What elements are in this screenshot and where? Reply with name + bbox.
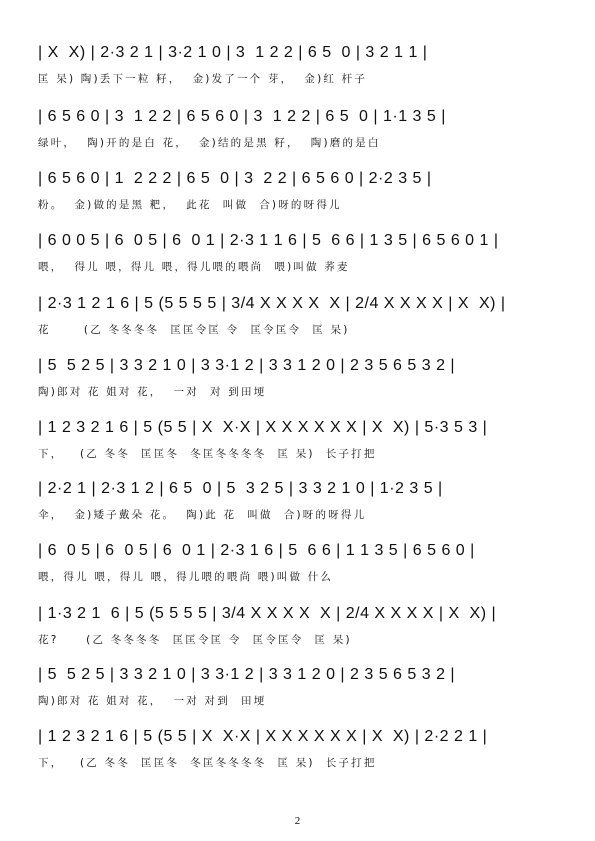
notation-line: | 2·2 1 | 2·3 1 2 | 6 5 0 | 5 3 2 5 | 3 3 2 1 0 | 1·2 3 5 | [38,480,443,497]
notation-line: | 6 5 6 0 | 3 1 2 2 | 6 5 6 0 | 3 1 2 2 | 6 5 0 | 1·1 3 5 | [38,108,446,125]
music-system [38,38,556,96]
music-system [38,102,556,160]
lyrics-line: 下， (乙 冬冬 匡匡冬 冬匡冬冬冬冬 匡 呆) 长子打把 [38,757,377,769]
lyrics-line: 粉。 金)做的是黑 粑， 此花 叫做 合)呀的呀得儿 [38,199,342,211]
music-system [38,722,556,780]
notation-line: | 5 5 2 5 | 3 3 2 1 0 | 3 3·1 2 | 3 3 1 2 0 | 2 3 5 6 5 3 2 | [38,666,456,683]
music-system [38,226,556,284]
notation-line: | 1 2 3 2 1 6 | 5 (5 5 | X X·X | X X X X X X | X X) | 2·2 2 1 | [38,728,488,745]
page-number: 2 [294,815,301,827]
lyrics-line: 下， (乙 冬冬 匡匡冬 冬匡冬冬冬冬 匡 呆) 长子打把 [38,448,377,460]
music-system [38,536,556,594]
lyrics-line: 喂，得儿 喂，得儿 喂，得儿喂的喂尚 喂)叫做 什么 [38,571,334,583]
notation-line: | 5 5 2 5 | 3 3 2 1 0 | 3 3·1 2 | 3 3 1 2 0 | 2 3 5 6 5 3 2 | [38,357,456,374]
music-system [38,660,556,718]
notation-line: | X X) | 2·3 2 1 | 3·2 1 0 | 3 1 2 2 | 6 5 0 | 3 2 1 1 | [38,44,428,61]
notation-line: | 6 0 0 5 | 6 0 5 | 6 0 1 | 2·3 1 1 6 | 5 6 6 | 1 3 5 | 6 5 6 0 1 | [38,232,499,249]
notation-line: | 1·3 2 1 6 | 5 (5 5 5 5 | 3/4 X X X X X | 2/4 X X X X | X X) | [38,605,497,622]
music-system [38,599,556,657]
lyrics-line: 喂， 得儿 喂，得儿 喂，得儿喂的喂尚 喂)叫做 荞麦 [38,261,350,273]
lyrics-line: 花 (乙 冬冬冬冬 匡匡令匡 令 匡令匡令 匡 呆) [38,324,350,336]
lyrics-line: 匡 呆) 陶)丢下一粒 籽， 金)发了一个 芽， 金)红 杆子 [38,73,368,85]
music-system [38,351,556,409]
lyrics-line: 陶)郎对 花 姐对 花， 一对 对到 田埂 [38,695,267,707]
notation-line: | 6 0 5 | 6 0 5 | 6 0 1 | 2·3 1 6 | 5 6 6 | 1 1 3 5 | 6 5 6 0 | [38,542,475,559]
music-system [38,289,556,347]
notation-line: | 2·3 1 2 1 6 | 5 (5 5 5 5 | 3/4 X X X X X | 2/4 X X X X | X X) | [38,295,506,312]
notation-line: | 1 2 3 2 1 6 | 5 (5 5 | X X·X | X X X X X X | X X) | 5·3 5 3 | [38,419,488,436]
lyrics-line: 伞， 金)矮子戴朵 花。 陶)此 花 叫做 合)呀的呀得儿 [38,509,367,521]
lyrics-line: 绿叶， 陶)开的是白 花， 金)结的是黑 籽， 陶)磨的是白 [38,137,381,149]
lyrics-line: 陶)郎对 花 姐对 花， 一对 对 到田埂 [38,386,267,398]
lyrics-line: 花? (乙 冬冬冬冬 匡匡令匡 令 匡令匡令 匡 呆) [38,634,352,646]
music-system [38,413,556,471]
notation-line: | 6 5 6 0 | 1 2 2 2 | 6 5 0 | 3 2 2 | 6 5 6 0 | 2·2 3 5 | [38,170,432,187]
music-system [38,474,556,532]
music-system [38,164,556,222]
